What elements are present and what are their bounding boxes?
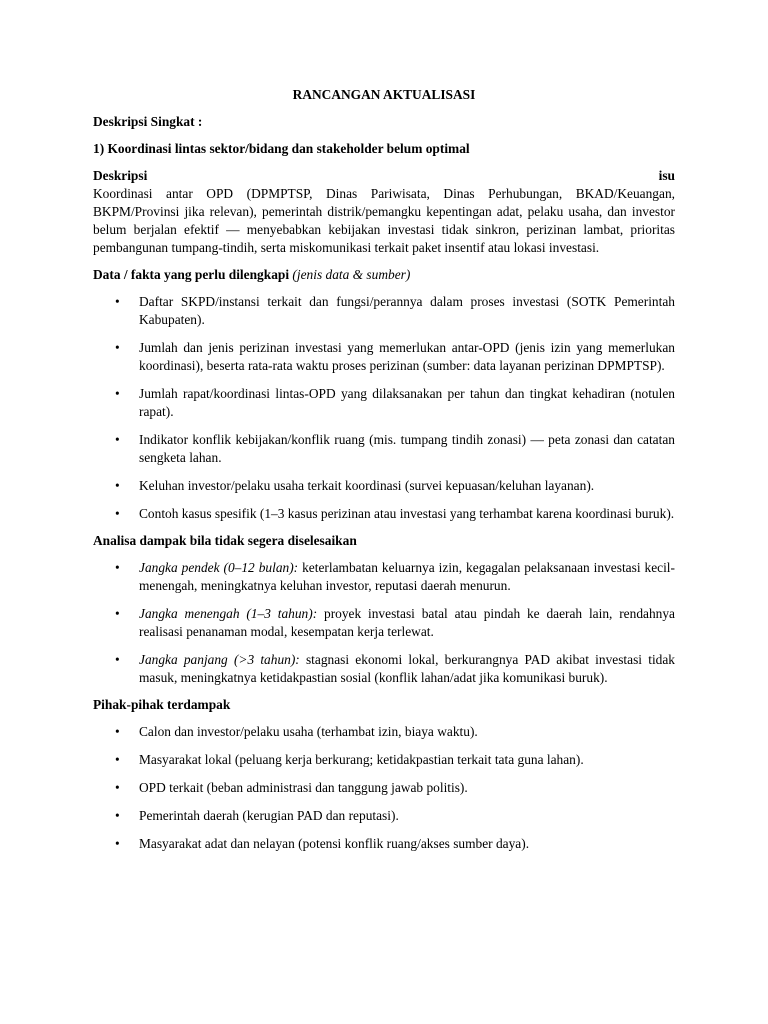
list-item <box>93 779 675 797</box>
list-item <box>93 431 675 467</box>
bullet-icon: • <box>115 808 120 823</box>
list-item <box>93 293 675 329</box>
analisa-text: stagnasi ekonomi lokal, berkurangnya PAD akibat investasi tidak masuk, meningkatnya ketidakpastian sosial (konflik lahan/adat jika komunikasi buruk). <box>139 652 675 685</box>
list-item-text: Masyarakat lokal (peluang kerja berkurang; ketidakpastian terkait tata guna lahan). <box>139 752 584 767</box>
analisa-term: Jangka panjang (>3 tahun): <box>139 652 300 667</box>
list-item <box>93 559 675 595</box>
analisa-heading: Analisa dampak bila tidak segera diselesaikan <box>93 533 357 548</box>
list-item <box>93 477 675 495</box>
bullet-icon: • <box>115 780 120 795</box>
list-item-text: Jumlah rapat/koordinasi lintas-OPD yang dilaksanakan per tahun dan tingkat kehadiran (notulen rapat). <box>139 386 675 419</box>
bullet-icon: • <box>115 652 120 667</box>
list-item <box>93 723 675 741</box>
bullet-icon: • <box>115 432 120 447</box>
data-fakta-heading-label: Data / fakta yang perlu dilengkapi <box>93 267 290 282</box>
list-item-text: Pemerintah daerah (kerugian PAD dan reputasi). <box>139 808 399 823</box>
list-item-text: Calon dan investor/pelaku usaha (terhambat izin, biaya waktu). <box>139 724 478 739</box>
list-item <box>93 651 675 687</box>
document-title: RANCANGAN AKTUALISASI <box>292 87 476 102</box>
deskripsi-isu-left: Deskripsi <box>93 168 148 183</box>
list-item <box>93 807 675 825</box>
list-item-text: Daftar SKPD/instansi terkait dan fungsi/perannya dalam proses investasi (SOTK Pemerintah Kabupaten). <box>139 294 675 327</box>
data-fakta-list <box>93 293 675 523</box>
pihak-heading: Pihak-pihak terdampak <box>93 697 231 712</box>
list-item-text: Contoh kasus spesifik (1–3 kasus perizinan atau investasi yang terhambat karena koordinasi buruk). <box>139 506 675 521</box>
bullet-icon: • <box>115 836 120 851</box>
data-fakta-heading <box>93 266 675 284</box>
bullet-icon: • <box>115 340 120 355</box>
list-item-text: Masyarakat adat dan nelayan (potensi konflik ruang/akses sumber daya). <box>139 836 530 851</box>
analisa-term: Jangka pendek (0–12 bulan): <box>139 560 299 575</box>
list-item-text: Jumlah dan jenis perizinan investasi yang memerlukan antar-OPD (jenis izin yang memerlukan koordinasi), beserta rata-rata waktu proses perizinan (sumber: data layanan perizinan DPMPTSP). <box>139 340 675 373</box>
bullet-icon: • <box>115 478 120 493</box>
bullet-icon: • <box>115 606 120 621</box>
list-item <box>93 339 675 375</box>
list-item <box>93 751 675 769</box>
list-item-text: Keluhan investor/pelaku usaha terkait koordinasi (survei kepuasan/keluhan layanan). <box>139 478 595 493</box>
list-item <box>93 835 675 853</box>
deskripsi-isu-heading <box>93 167 675 185</box>
analisa-list <box>93 559 675 687</box>
bullet-icon: • <box>115 724 120 739</box>
analisa-term: Jangka menengah (1–3 tahun): <box>139 606 318 621</box>
bullet-icon: • <box>115 560 120 575</box>
bullet-icon: • <box>115 386 120 401</box>
deskripsi-isu-text: Koordinasi antar OPD (DPMPTSP, Dinas Pariwisata, Dinas Perhubungan, BKAD/Keuangan, BKPM/Provinsi jika relevan), pemerintah distrik/pemangku kepentingan adat, pelaku usaha, dan investor belum berjalan efektif — menyebabkan kebijakan investasi tidak sinkron, perizinan lambat, prioritas pembangunan tumpang-tindih, serta miskomunikasi terkait paket insentif atau lokasi investasi. <box>93 186 675 255</box>
list-item-text: Indikator konflik kebijakan/konflik ruang (mis. tumpang tindih zonasi) — peta zonasi dan catatan sengketa lahan. <box>139 432 675 465</box>
list-item-text: OPD terkait (beban administrasi dan tanggung jawab politis). <box>139 780 468 795</box>
pihak-list <box>93 723 675 853</box>
bullet-icon: • <box>115 294 120 309</box>
issue-heading: 1) Koordinasi lintas sektor/bidang dan stakeholder belum optimal <box>93 141 470 156</box>
deskripsi-singkat-label: Deskripsi Singkat : <box>93 114 203 129</box>
deskripsi-isu-right: isu <box>658 168 675 183</box>
document-page <box>93 86 675 862</box>
analisa-text: proyek investasi batal atau pindah ke daerah lain, rendahnya realisasi penanaman modal, kesempatan kerja terlewat. <box>139 606 675 639</box>
analisa-text: keterlambatan keluarnya izin, kegagalan pelaksanaan investasi kecil-menengah, meningkatnya keluhan investor, reputasi daerah menurun. <box>139 560 675 593</box>
list-item <box>93 385 675 421</box>
bullet-icon: • <box>115 506 120 521</box>
data-fakta-heading-note: (jenis data & sumber) <box>292 267 411 282</box>
list-item <box>93 505 675 523</box>
bullet-icon: • <box>115 752 120 767</box>
list-item <box>93 605 675 641</box>
